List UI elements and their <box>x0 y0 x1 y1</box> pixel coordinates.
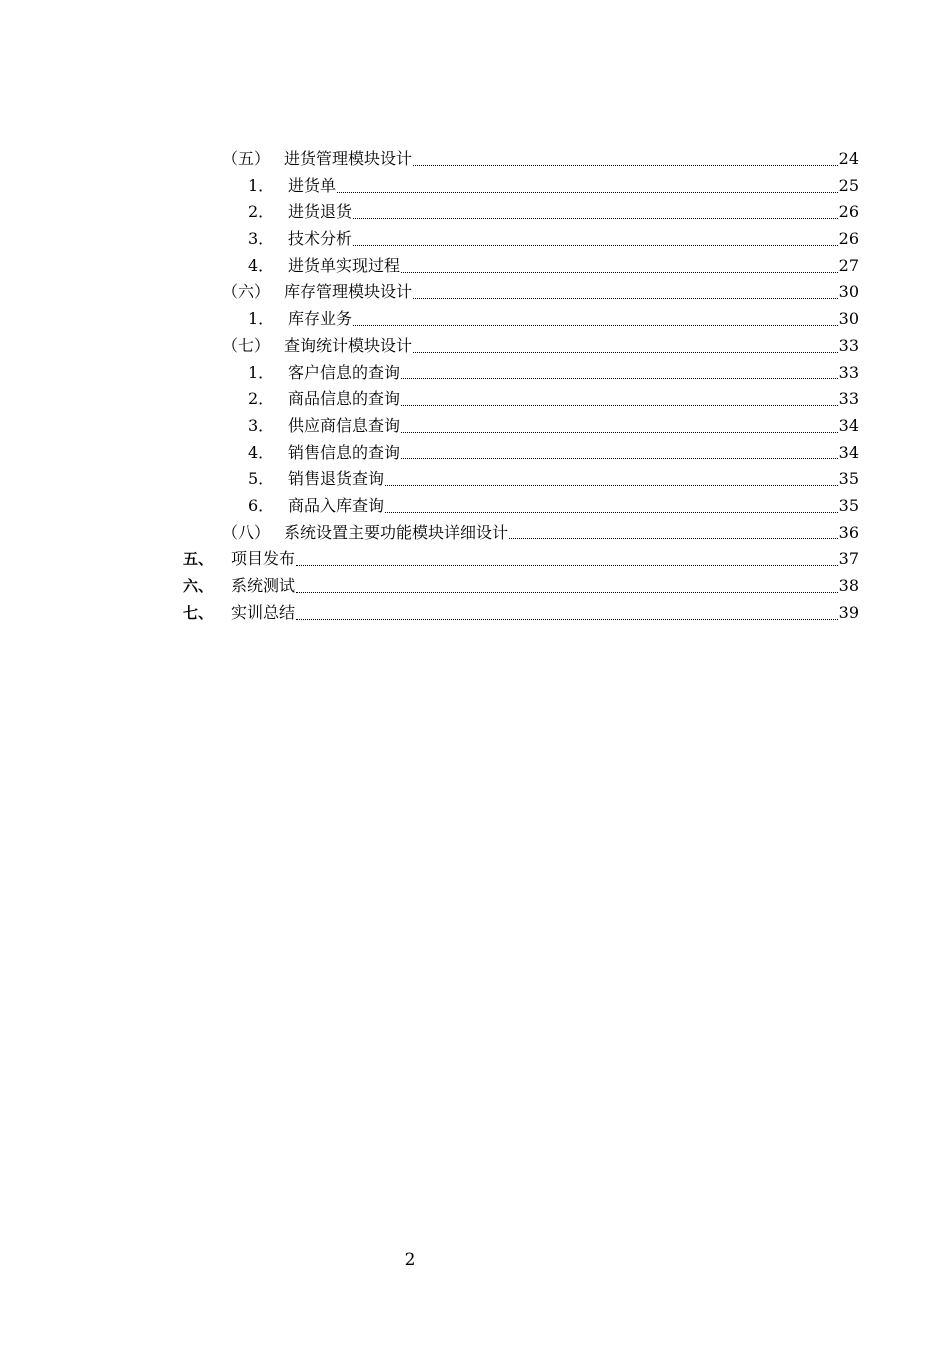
toc-entry-number: 3． <box>248 415 275 435</box>
dot-leader <box>401 432 838 433</box>
toc-entry-number: （七） <box>222 335 271 355</box>
dot-leader <box>385 512 838 513</box>
toc-entry-page: 26 <box>838 202 859 222</box>
toc-entry-title: 供应商信息查询 <box>288 415 401 435</box>
toc-entry-page: 24 <box>838 149 859 168</box>
toc-entry-number: 七、 <box>183 603 214 622</box>
toc-entry-title: 系统设置主要功能模块详细设计 <box>284 522 509 542</box>
toc-entry-page: 33 <box>838 362 859 382</box>
toc-entry-number: 六、 <box>183 577 214 595</box>
toc-entry-number: （五） <box>222 149 271 168</box>
toc-entry-number: 1． <box>248 309 275 329</box>
toc-entry-number: 2． <box>248 202 275 222</box>
dot-leader <box>353 245 838 246</box>
toc-entry-page: 38 <box>838 576 859 595</box>
toc-entry-page: 36 <box>838 522 859 542</box>
toc-entry[interactable] <box>0 440 950 467</box>
toc-entry[interactable] <box>0 520 950 547</box>
toc-entry-number: 3． <box>248 229 275 249</box>
toc-entry-number: 4． <box>248 442 275 462</box>
toc-entry-title: 销售退货查询 <box>288 469 385 489</box>
page-number: 2 <box>404 1250 416 1270</box>
toc-entry-page: 34 <box>838 442 859 462</box>
toc-entry-title: 商品信息的查询 <box>288 389 401 409</box>
toc-entry-title: 进货单 <box>288 175 337 195</box>
dot-leader <box>413 165 838 166</box>
toc-entry-page: 30 <box>838 282 859 302</box>
toc-entry-page: 30 <box>838 309 859 329</box>
toc-entry-title: 库存业务 <box>288 309 353 329</box>
dot-leader <box>353 325 838 326</box>
toc-entry-page: 35 <box>838 469 859 489</box>
toc-entry-number: 五、 <box>183 550 214 569</box>
toc-entry-title: 进货退货 <box>288 202 353 222</box>
dot-leader <box>353 218 838 219</box>
toc-entry-number: 6． <box>248 495 275 515</box>
dot-leader <box>413 352 838 353</box>
dot-leader <box>509 538 838 539</box>
toc-entry-number: （六） <box>222 282 271 302</box>
dot-leader <box>401 272 838 273</box>
toc-entry-page: 25 <box>838 175 859 195</box>
dot-leader <box>385 485 838 486</box>
toc-entry-title: 实训总结 <box>231 602 296 622</box>
toc-entry-page: 35 <box>838 495 859 515</box>
toc-entry[interactable] <box>0 386 950 413</box>
toc-entry[interactable] <box>0 146 950 173</box>
toc-entry-title: 项目发布 <box>231 549 296 569</box>
toc-entry-page: 27 <box>838 255 859 275</box>
toc-entry[interactable] <box>0 413 950 440</box>
toc-entry-title: 技术分析 <box>288 229 353 249</box>
dot-leader <box>401 405 838 406</box>
dot-leader <box>296 565 838 566</box>
toc-entry[interactable] <box>0 466 950 493</box>
toc-entry[interactable] <box>0 573 950 600</box>
toc-entry[interactable] <box>0 600 950 627</box>
toc-entry[interactable] <box>0 173 950 200</box>
dot-leader <box>401 378 838 379</box>
toc-entry-title: 商品入库查询 <box>288 495 385 515</box>
toc-entry-title: 库存管理模块设计 <box>284 282 413 302</box>
toc-entry-page: 33 <box>838 335 859 355</box>
toc-entry-number: 1． <box>248 175 275 195</box>
toc-entry-page: 39 <box>838 602 859 622</box>
toc-entry[interactable] <box>0 546 950 573</box>
toc-entry[interactable] <box>0 493 950 520</box>
toc-entry[interactable] <box>0 253 950 280</box>
toc-entry[interactable] <box>0 226 950 253</box>
dot-leader <box>296 619 838 620</box>
dot-leader <box>413 298 838 299</box>
toc-entry-title: 进货单实现过程 <box>288 255 401 275</box>
toc-entry-page: 37 <box>838 549 859 569</box>
toc-entry-number: （八） <box>222 522 271 542</box>
dot-leader <box>296 592 838 593</box>
toc-entry-title: 进货管理模块设计 <box>284 149 413 168</box>
toc-entry[interactable] <box>0 360 950 387</box>
toc-entry[interactable] <box>0 306 950 333</box>
toc-entry-number: 2． <box>248 389 275 409</box>
table-of-contents <box>0 146 950 626</box>
dot-leader <box>337 192 838 193</box>
toc-entry-number: 4． <box>248 255 275 275</box>
toc-entry-number: 1． <box>248 362 275 382</box>
toc-entry-title: 查询统计模块设计 <box>284 335 413 355</box>
toc-entry[interactable] <box>0 199 950 226</box>
dot-leader <box>401 458 838 459</box>
toc-entry-page: 34 <box>838 415 859 435</box>
toc-entry-title: 系统测试 <box>231 576 296 595</box>
toc-entry-page: 26 <box>838 229 859 249</box>
toc-entry-title: 客户信息的查询 <box>288 362 401 382</box>
toc-entry-title: 销售信息的查询 <box>288 442 401 462</box>
toc-entry[interactable] <box>0 279 950 306</box>
toc-entry[interactable] <box>0 333 950 360</box>
toc-entry-number: 5． <box>248 469 275 489</box>
toc-entry-page: 33 <box>838 389 859 409</box>
